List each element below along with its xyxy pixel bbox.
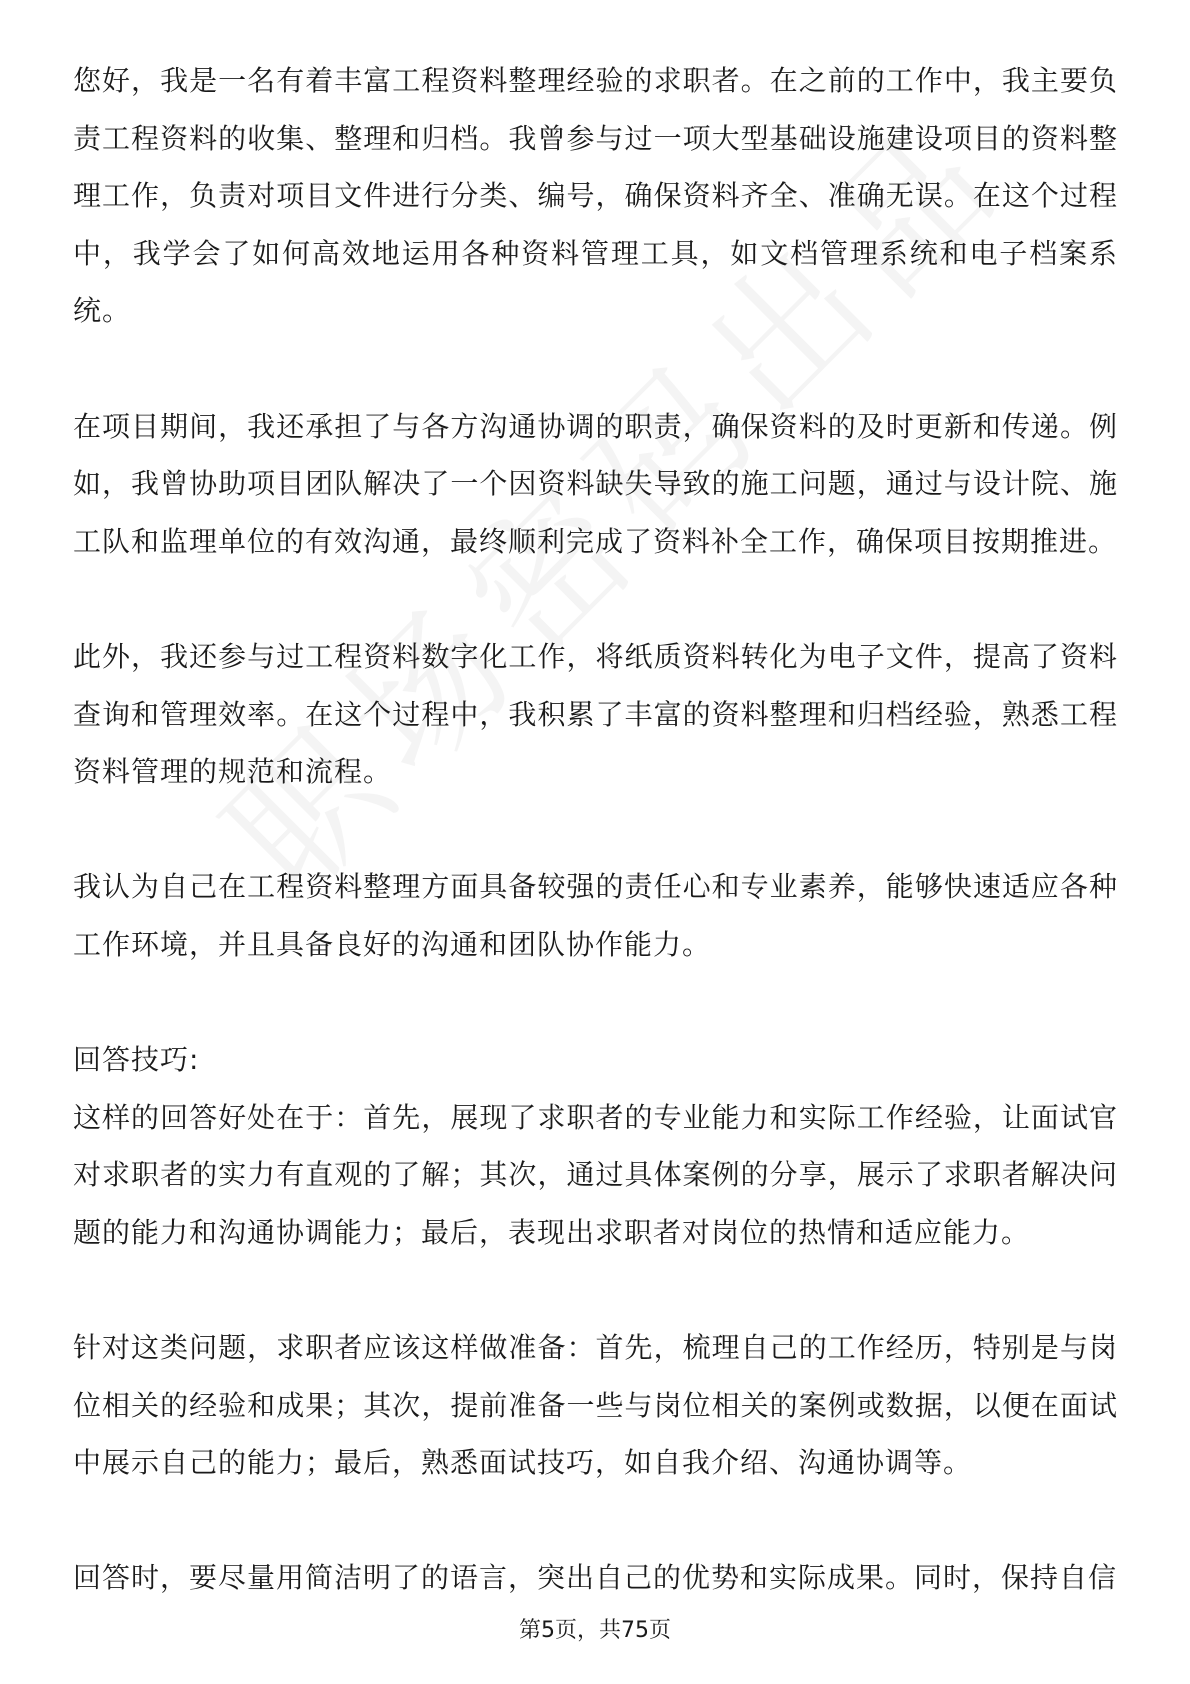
paragraph-tips-benefits: 这样的回答好处在于：首先，展现了求职者的专业能力和实际工作经验，让面试官对求职者的实力有直观的了解；其次，通过具体案例的分享，展示了求职者解决问题的能力和沟通协调能力；最后，表现出求职者对岗位的热情和适应能力。: [73, 1100, 1118, 1249]
page-number: 第5页，共75页: [519, 1618, 671, 1643]
paragraph-answer-style: 回答时，要尽量用简洁明了的语言，突出自己的优势和实际成果。同时，保持自信: [73, 1561, 1118, 1595]
paragraph-self-assessment: 我认为自己在工程资料整理方面具备较强的责任心和专业素养，能够快速适应各种工作环境，并且具备良好的沟通和团队协作能力。: [73, 870, 1118, 961]
paragraph-experience: 您好，我是一名有着丰富工程资料整理经验的求职者。在之前的工作中，我主要负责工程资料的收集、整理和归档。我曾参与过一项大型基础设施建设项目的资料整理工作，负责对项目文件进行分类、编号，确保资料齐全、准确无误。在这个过程中，我学会了如何高效地运用各种资料管理工具，如文档管理系统和电子档案系统。: [73, 64, 1118, 328]
paragraph-communication: 在项目期间，我还承担了与各方沟通协调的职责，确保资料的及时更新和传递。例如，我曾协助项目团队解决了一个因资料缺失导致的施工问题，通过与设计院、施工队和监理单位的有效沟通，最终顺利完成了资料补全工作，确保项目按期推进。: [73, 409, 1118, 558]
paragraph-digitization: 此外，我还参与过工程资料数字化工作，将纸质资料转化为电子文件，提高了资料查询和管理效率。在这个过程中，我积累了丰富的资料整理和归档经验，熟悉工程资料管理的规范和流程。: [73, 639, 1118, 789]
document-body: [73, 52, 1118, 1607]
paragraph-preparation: 针对这类问题，求职者应该这样做准备：首先，梳理自己的工作经历，特别是与岗位相关的经验和成果；其次，提前准备一些与岗位相关的案例或数据，以便在面试中展示自己的能力；最后，熟悉面试技巧，如自我介绍、沟通协调等。: [73, 1331, 1118, 1480]
section-heading-tips: 回答技巧:: [73, 1043, 200, 1077]
